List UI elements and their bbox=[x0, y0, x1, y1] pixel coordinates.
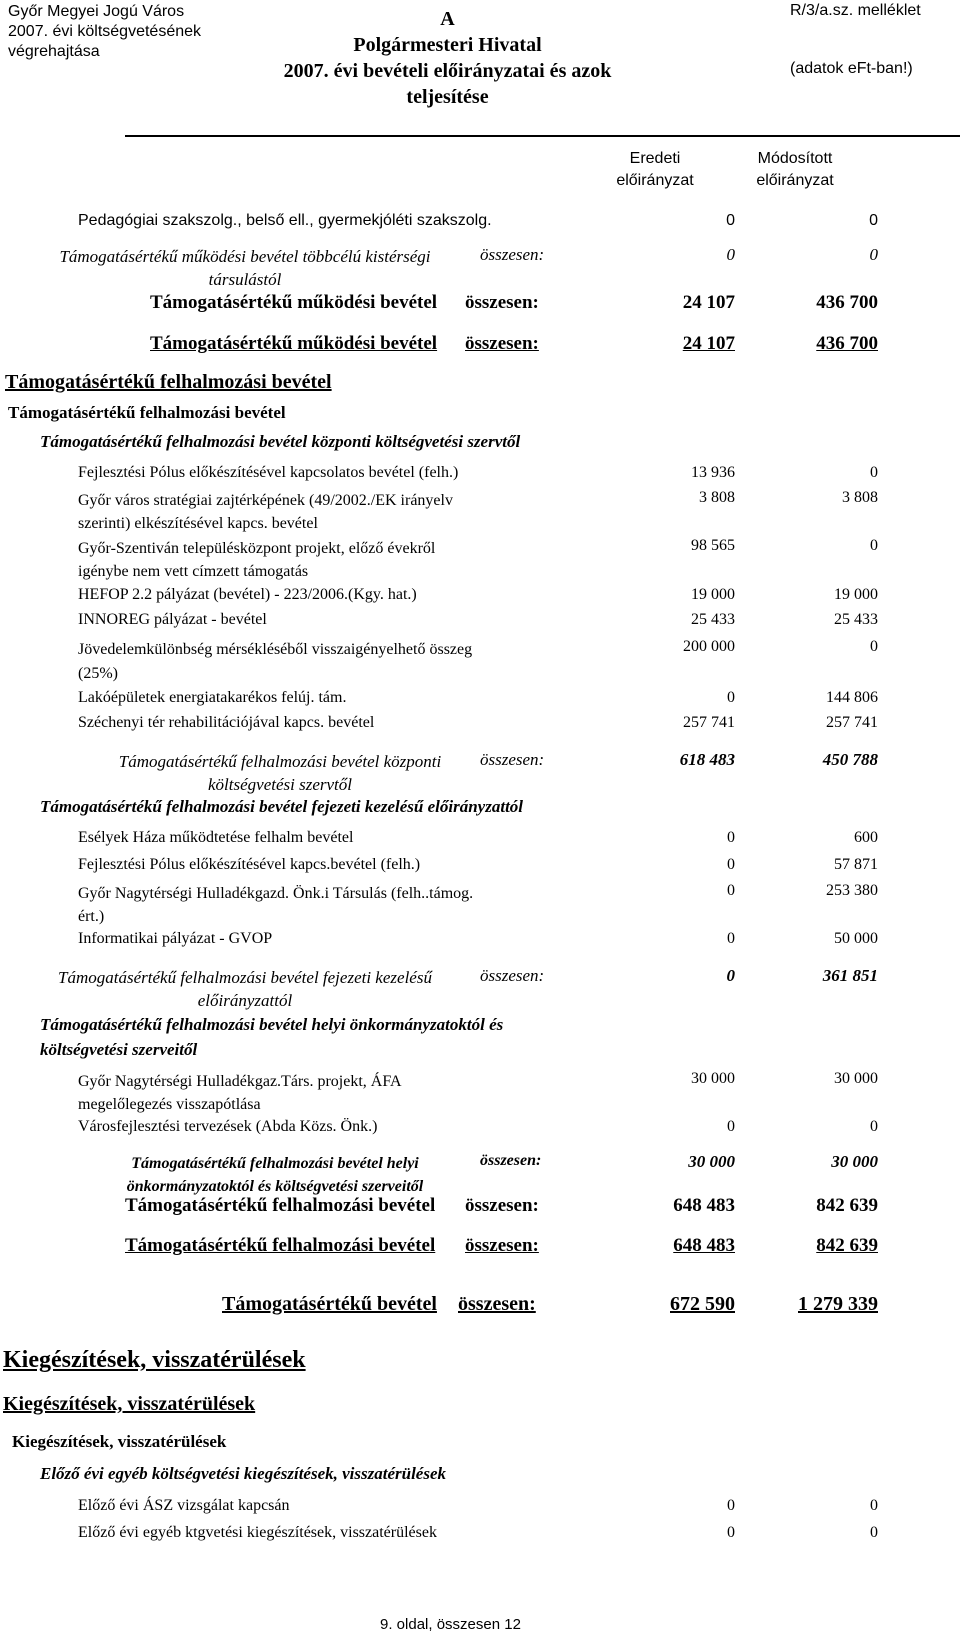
total-tag: összesen: bbox=[480, 750, 545, 769]
row-value-modositott: 0 bbox=[869, 212, 878, 229]
page-footer: 9. oldal, összesen 12 bbox=[380, 1616, 521, 1633]
total-value-modositott: 436 700 bbox=[816, 333, 878, 354]
section-heading: Támogatásértékű felhalmozási bevétel bbox=[5, 371, 332, 393]
item-label-line: megelőlegezés visszapótlása bbox=[78, 1096, 261, 1113]
item-value-eredeti: 0 bbox=[727, 689, 735, 706]
item-label-line: ért.) bbox=[78, 908, 105, 925]
item-label-line: Lakóépületek energiatakarékos felúj. tám. bbox=[78, 689, 347, 706]
item-label-line: szerinti) elkészítésével kapcs. bevétel bbox=[78, 515, 318, 532]
header-left-line: végrehajtása bbox=[8, 43, 100, 60]
item-value-eredeti: 30 000 bbox=[691, 1070, 735, 1087]
column-header-line: Módosított bbox=[757, 150, 833, 167]
item-label-line: (25%) bbox=[78, 665, 118, 682]
item-label bbox=[78, 856, 420, 874]
subsection-heading: Előző évi egyéb költségvetési kiegészítések, visszatérülések bbox=[40, 1464, 447, 1483]
section-heading: Kiegészítések, visszatérülések bbox=[3, 1393, 256, 1415]
item-label bbox=[78, 611, 267, 629]
subsection-heading bbox=[40, 1012, 503, 1062]
total-value-modositott: 361 851 bbox=[822, 966, 878, 985]
item-value-eredeti: 0 bbox=[727, 1524, 735, 1541]
subsection-heading: Támogatásértékű felhalmozási bevétel fejezeti kezelésű előirányzattól bbox=[40, 797, 524, 816]
column-header-line: Eredeti bbox=[629, 150, 681, 167]
item-label-line: HEFOP 2.2 pályázat (bevétel) - 223/2006.(Kgy. hat.) bbox=[78, 586, 417, 603]
item-value-modositott: 0 bbox=[870, 537, 878, 554]
subsection-heading: Támogatásértékű felhalmozási bevétel központi költségvetési szervtől bbox=[40, 432, 521, 451]
item-value-eredeti: 0 bbox=[727, 930, 735, 947]
section-heading: Támogatásértékű felhalmozási bevétel bbox=[8, 403, 286, 422]
item-value-eredeti: 0 bbox=[727, 1118, 735, 1135]
total-label: Támogatásértékű felhalmozási bevétel bbox=[125, 1195, 436, 1216]
column-header-modositott bbox=[725, 148, 865, 192]
total-label-line: önkormányzatoktól és költségvetési szerveitől bbox=[126, 1178, 424, 1195]
header-title-line: Polgármesteri Hivatal bbox=[353, 34, 542, 56]
total-value-eredeti: 24 107 bbox=[682, 333, 735, 354]
column-header-line: előirányzat bbox=[616, 172, 694, 189]
total-tag: összesen: bbox=[480, 1152, 542, 1169]
item-label bbox=[78, 1118, 377, 1136]
item-value-modositott: 50 000 bbox=[834, 930, 878, 947]
row-label: Pedagógiai szakszolg., belső ell., gyermekjóléti szakszolg. bbox=[78, 212, 492, 229]
total-label-line: Támogatásértékű felhalmozási bevétel központi bbox=[118, 752, 442, 771]
item-value-modositott: 0 bbox=[870, 464, 878, 481]
header-left-line: Győr Megyei Jogú Város bbox=[8, 3, 185, 20]
item-label-line: Esélyek Háza működtetése felhalm bevétel bbox=[78, 829, 354, 846]
total-value-eredeti: 0 bbox=[726, 245, 735, 264]
total-tag: összesen: bbox=[465, 292, 539, 313]
item-label bbox=[78, 586, 417, 604]
item-value-eredeti: 200 000 bbox=[683, 638, 735, 655]
total-label-line: Támogatásértékű felhalmozási bevétel helyi bbox=[131, 1155, 419, 1172]
column-header-eredeti bbox=[590, 148, 720, 192]
item-value-eredeti: 0 bbox=[727, 1497, 735, 1514]
header-left-line: 2007. évi költségvetésének bbox=[8, 23, 202, 40]
header-unit: (adatok eFt-ban!) bbox=[790, 60, 913, 77]
item-value-modositott: 3 808 bbox=[842, 489, 878, 506]
total-value-modositott: 842 639 bbox=[816, 1195, 878, 1216]
item-label-line: Jövedelemkülönbség mérsékléséből visszaigényelhető összeg bbox=[78, 641, 473, 658]
row-value-eredeti: 0 bbox=[726, 212, 735, 229]
item-label: Előző évi ÁSZ vizsgálat kapcsán bbox=[78, 1497, 290, 1514]
item-value-modositott: 0 bbox=[870, 1497, 878, 1514]
total-label-line: költségvetési szervtől bbox=[208, 775, 352, 794]
total-label-line: Támogatásértékű működési bevétel többcélú kistérségi bbox=[59, 247, 431, 266]
total-label-line: társulástól bbox=[208, 270, 282, 289]
total-value-eredeti bbox=[575, 1235, 735, 1257]
total-tag: összesen: bbox=[480, 966, 545, 985]
total-value-text: 842 639 bbox=[816, 1235, 878, 1256]
header-title-line: teljesítése bbox=[406, 86, 489, 108]
item-value-eredeti: 0 bbox=[727, 829, 735, 846]
total-label bbox=[85, 1152, 465, 1198]
item-label-line: Fejlesztési Pólus előkészítésével kapcsolatos bevétel (felh.) bbox=[78, 464, 459, 481]
total-label bbox=[30, 245, 460, 291]
total-value-eredeti: 648 483 bbox=[673, 1195, 735, 1216]
item-value-modositott: 0 bbox=[870, 1118, 878, 1135]
item-value-modositott: 57 871 bbox=[834, 856, 878, 873]
item-label-line: Győr Nagytérségi Hulladékgazd. Önk.i Társulás (felh..támog. bbox=[78, 885, 474, 902]
total-label: Támogatásértékű felhalmozási bevétel bbox=[125, 1235, 436, 1256]
total-value-modositott: 0 bbox=[869, 245, 878, 264]
item-value-modositott: 257 741 bbox=[826, 714, 878, 731]
item-value-eredeti: 0 bbox=[727, 856, 735, 873]
item-value-eredeti: 3 808 bbox=[699, 489, 735, 506]
header-ref: R/3/a.sz. melléklet bbox=[790, 2, 921, 19]
total-value-eredeti: 30 000 bbox=[688, 1152, 735, 1171]
total-value-text: 672 590 bbox=[670, 1293, 735, 1315]
item-value-modositott: 19 000 bbox=[834, 586, 878, 603]
item-label bbox=[78, 930, 272, 948]
item-value-modositott: 0 bbox=[870, 638, 878, 655]
total-value-eredeti: 24 107 bbox=[682, 292, 735, 313]
item-label-line: Győr Nagytérségi Hulladékgaz.Társ. projekt, ÁFA bbox=[78, 1073, 402, 1090]
item-value-modositott: 144 806 bbox=[826, 689, 878, 706]
total-label bbox=[25, 966, 465, 1012]
section-heading: Kiegészítések, visszatérülések bbox=[3, 1347, 306, 1373]
total-tag: összesen: bbox=[465, 333, 539, 354]
grand-total-value-modositott bbox=[718, 1293, 878, 1316]
item-value-modositott: 30 000 bbox=[834, 1070, 878, 1087]
total-label-line: előirányzattól bbox=[197, 991, 293, 1010]
total-label: Támogatásértékű működési bevétel bbox=[150, 333, 438, 354]
item-label bbox=[78, 537, 435, 583]
total-tag: összesen: bbox=[465, 1235, 539, 1256]
item-label bbox=[78, 464, 458, 482]
item-value-eredeti: 19 000 bbox=[691, 586, 735, 603]
item-label bbox=[78, 638, 472, 686]
grand-total-value-eredeti bbox=[575, 1293, 735, 1316]
total-tag: összesen: bbox=[480, 245, 545, 264]
grand-total-tag: összesen: bbox=[458, 1293, 536, 1315]
total-value-eredeti: 0 bbox=[726, 966, 735, 985]
header-divider bbox=[125, 135, 960, 137]
header-left bbox=[8, 2, 201, 62]
item-label bbox=[78, 689, 346, 707]
column-header-line: előirányzat bbox=[756, 172, 834, 189]
total-value-eredeti: 618 483 bbox=[679, 750, 735, 769]
total-label-line: Támogatásértékű felhalmozási bevétel fejezeti kezelésű bbox=[58, 968, 432, 987]
total-value-modositott bbox=[718, 1235, 878, 1257]
item-label bbox=[78, 882, 473, 928]
subsection-heading-line: Támogatásértékű felhalmozási bevétel helyi önkormányzatoktól és bbox=[40, 1015, 504, 1034]
header-title-line: A bbox=[440, 8, 455, 30]
total-value-modositott: 450 788 bbox=[822, 750, 878, 769]
item-value-eredeti: 98 565 bbox=[691, 537, 735, 554]
item-label-line: Informatikai pályázat - GVOP bbox=[78, 930, 273, 947]
total-tag: összesen: bbox=[465, 1195, 539, 1216]
item-label-line: Fejlesztési Pólus előkészítésével kapcs.bevétel (felh.) bbox=[78, 856, 421, 873]
total-value-text: 1 279 339 bbox=[798, 1293, 878, 1315]
total-value-text: 648 483 bbox=[673, 1235, 735, 1256]
item-value-modositott: 0 bbox=[870, 1524, 878, 1541]
header-title bbox=[250, 6, 645, 110]
item-label-line: Városfejlesztési tervezések (Abda Közs. Önk.) bbox=[78, 1118, 378, 1135]
total-value-modositott: 30 000 bbox=[831, 1152, 878, 1171]
item-label-line: Széchenyi tér rehabilitációjával kapcs. bevétel bbox=[78, 714, 375, 731]
item-label bbox=[78, 1070, 402, 1116]
item-label: Előző évi egyéb ktgvetési kiegészítések, visszatérülések bbox=[78, 1524, 437, 1541]
item-label-line: Győr-Szentiván településközpont projekt, előző évekről bbox=[78, 540, 436, 557]
item-value-eredeti: 0 bbox=[727, 882, 735, 899]
item-label bbox=[78, 829, 353, 847]
header-title-line: 2007. évi bevételi előirányzatai és azok bbox=[283, 60, 612, 82]
item-label-line: igénybe nem vett címzett támogatás bbox=[78, 563, 309, 580]
section-heading: Kiegészítések, visszatérülések bbox=[12, 1432, 227, 1451]
grand-total-label: Támogatásértékű bevétel bbox=[222, 1293, 437, 1315]
subsection-heading-line: költségvetési szerveitől bbox=[40, 1040, 198, 1059]
item-value-eredeti: 257 741 bbox=[683, 714, 735, 731]
item-label bbox=[78, 714, 374, 732]
item-value-eredeti: 25 433 bbox=[691, 611, 735, 628]
item-label-line: INNOREG pályázat - bevétel bbox=[78, 611, 267, 628]
item-label-line: Győr város stratégiai zajtérképének (49/2002./EK irányelv bbox=[78, 492, 453, 509]
item-value-eredeti: 13 936 bbox=[691, 464, 735, 481]
total-value-modositott: 436 700 bbox=[816, 292, 878, 313]
total-label bbox=[80, 750, 480, 796]
item-value-modositott: 600 bbox=[854, 829, 878, 846]
item-value-modositott: 25 433 bbox=[834, 611, 878, 628]
item-label bbox=[78, 489, 453, 535]
item-value-modositott: 253 380 bbox=[826, 882, 878, 899]
total-label: Támogatásértékű működési bevétel bbox=[150, 292, 438, 313]
